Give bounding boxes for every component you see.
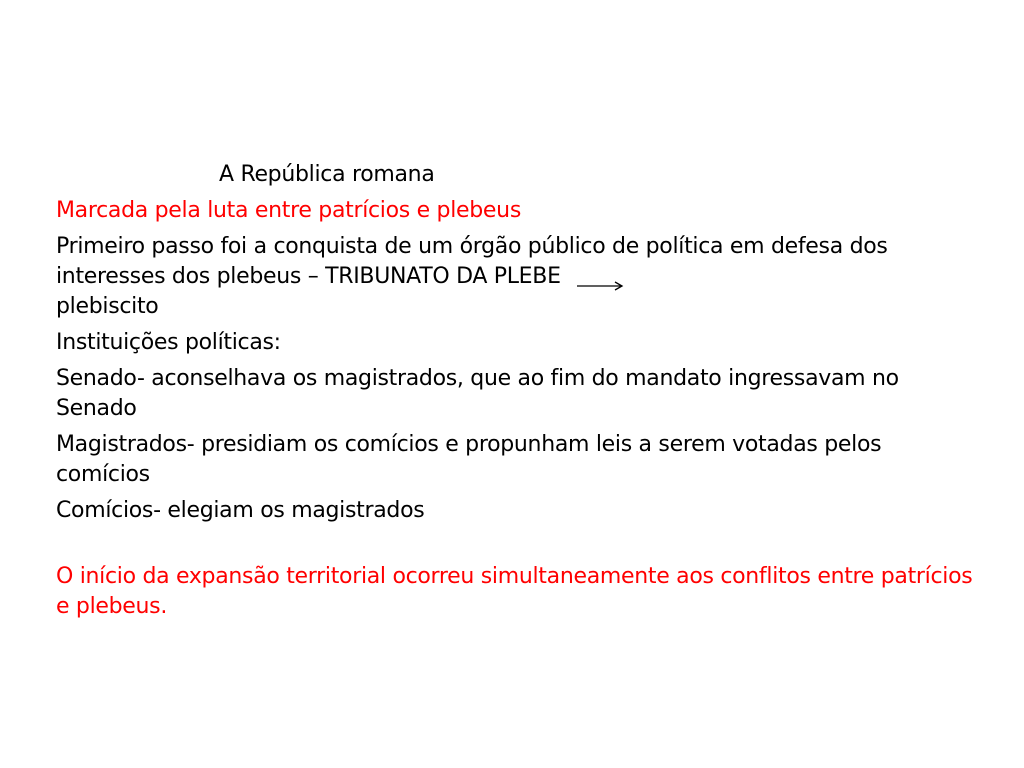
line-magistrados: Magistrados- presidiam os comícios e propunham leis a serem votadas pelos comícios — [56, 432, 882, 487]
line-instituicoes: Instituições políticas: — [56, 330, 281, 355]
line-marcada: Marcada pela luta entre patrícios e plebeus — [56, 198, 521, 223]
slide-title: A República romana — [219, 162, 435, 187]
line-senado: Senado- aconselhava os magistrados, que ao fim do mandato ingressavam no Senado — [56, 366, 899, 421]
right-arrow-icon — [575, 271, 625, 283]
line-primeiro-passo — [56, 232, 976, 322]
blank-line — [56, 532, 976, 562]
slide-content — [56, 160, 976, 628]
line-plebiscito: plebiscito — [56, 294, 159, 319]
line-comicios: Comícios- elegiam os magistrados — [56, 498, 425, 523]
line-primeiro-passo-text: Primeiro passo foi a conquista de um órgão público de política em defesa dos interesses dos plebeus – TRIBUNATO DA PLEBE — [56, 234, 888, 289]
line-expansao: O início da expansão territorial ocorreu simultaneamente aos conflitos entre patrícios e plebeus. — [56, 564, 973, 619]
